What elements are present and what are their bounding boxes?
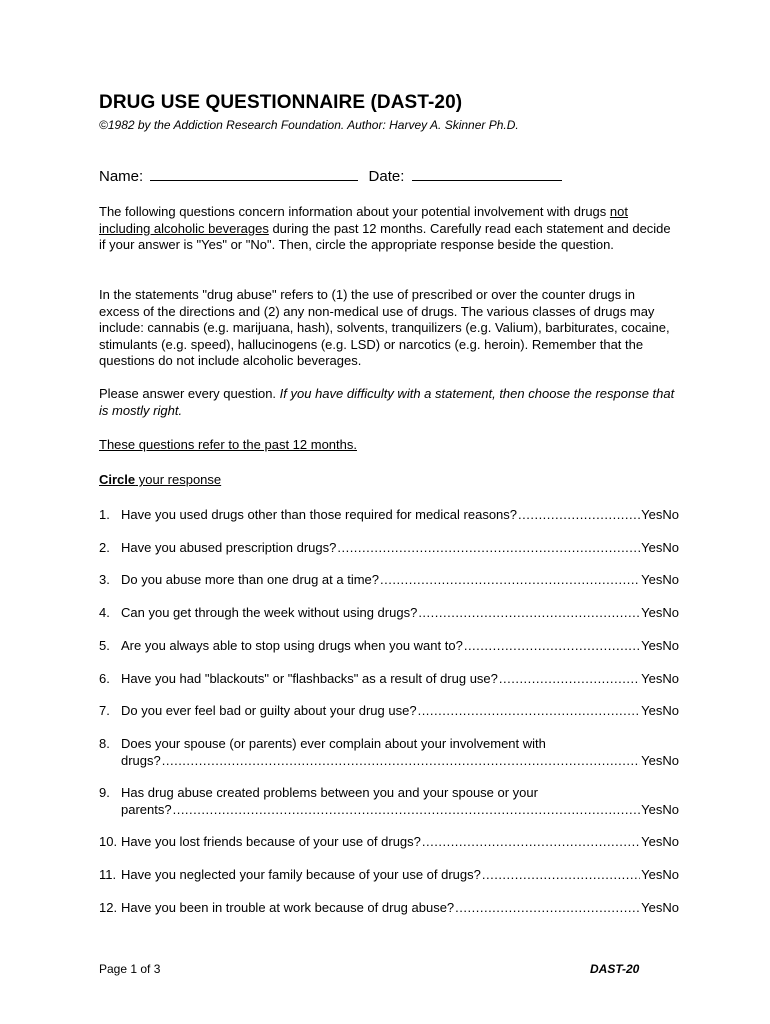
question-number: 11. xyxy=(99,867,117,882)
circle-rest: your response xyxy=(135,472,222,487)
question-text: Have you had "blackouts" or "flashbacks" as a result of drug use? xyxy=(121,671,498,686)
no-option[interactable]: No xyxy=(662,703,679,718)
no-option[interactable]: No xyxy=(662,638,679,653)
leader-dots xyxy=(455,900,640,917)
name-field[interactable] xyxy=(150,168,358,181)
question-item xyxy=(99,638,679,655)
question-text: Have you used drugs other than those required for medical reasons? xyxy=(121,507,518,522)
no-option[interactable]: No xyxy=(662,540,679,555)
yes-option[interactable]: Yes xyxy=(641,507,663,522)
question-number: 1. xyxy=(99,507,110,522)
instruction-text: Please answer every question. xyxy=(99,386,280,401)
question-number: 2. xyxy=(99,540,110,555)
instruction-paragraph xyxy=(99,386,679,419)
yes-option[interactable]: Yes xyxy=(641,752,663,768)
name-label: Name: xyxy=(99,168,144,185)
name-date-row xyxy=(99,168,562,185)
yes-option[interactable]: Yes xyxy=(641,834,663,849)
leader-dots xyxy=(464,638,640,655)
leader-dots xyxy=(418,703,641,720)
leader-dots xyxy=(173,802,641,819)
question-number: 8. xyxy=(99,736,110,751)
yes-option[interactable]: Yes xyxy=(641,867,663,882)
leader-dots xyxy=(518,507,640,524)
instruction-italic: If you have difficulty with a statement, then choose the response that is mostly right. xyxy=(99,386,675,418)
question-number: 10. xyxy=(99,834,118,849)
question-text-continued: drugs? xyxy=(121,752,161,768)
intro-text-2: during the past 12 months. Carefully read each statement and decide if your answer is "Yes" or "No". Then, circle the appropriate response beside the question. xyxy=(99,220,671,252)
question-item xyxy=(99,540,679,557)
yes-option[interactable]: Yes xyxy=(641,572,663,587)
question-text: Do you abuse more than one drug at a time? xyxy=(121,572,379,587)
leader-dots xyxy=(337,540,640,557)
question-item xyxy=(99,507,679,524)
intro-underlined: not including alcoholic beverages xyxy=(99,204,628,236)
leader-dots xyxy=(418,605,640,622)
question-text: Can you get through the week without using drugs? xyxy=(121,605,418,620)
question-item xyxy=(99,736,679,769)
yes-option[interactable]: Yes xyxy=(641,638,663,653)
intro-text-1: The following questions concern information about your potential involvement with drugs xyxy=(99,204,610,219)
no-option[interactable]: No xyxy=(662,867,679,882)
yes-option[interactable]: Yes xyxy=(641,801,663,817)
question-item xyxy=(99,572,679,589)
question-number: 12. xyxy=(99,900,118,915)
leader-dots xyxy=(380,572,640,589)
question-item xyxy=(99,834,679,851)
date-field[interactable] xyxy=(412,168,562,181)
timeframe-note: These questions refer to the past 12 months. xyxy=(99,437,357,452)
question-text: Has drug abuse created problems between you and your spouse or your xyxy=(121,785,538,800)
definition-paragraph: In the statements "drug abuse" refers to (1) the use of prescribed or over the counter drugs in excess of the directions and (2) any non-medical use of drugs. The various classes of drugs may include: cannabis (e.g. marijuana, hash), solvents, tranquilizers (e.g. Valium), barbiturates, cocaine, stimulants (e.g. speed), hallucinogens (e.g. LSD) or narcotics (e.g. heroin). Remember that the questions do not include alcoholic beverages. xyxy=(99,287,670,368)
leader-dots xyxy=(422,834,640,851)
question-number: 6. xyxy=(99,671,110,686)
question-number: 5. xyxy=(99,638,110,653)
question-text-continued: parents? xyxy=(121,801,172,817)
question-number: 7. xyxy=(99,703,110,718)
question-item xyxy=(99,900,679,917)
intro-paragraph xyxy=(99,204,679,254)
question-item xyxy=(99,605,679,622)
question-text: Does your spouse (or parents) ever complain about your involvement with xyxy=(121,736,546,751)
circle-instruction xyxy=(99,472,679,489)
copyright-line: ©1982 by the Addiction Research Foundation. Author: Harvey A. Skinner Ph.D. xyxy=(99,118,519,132)
yes-option[interactable]: Yes xyxy=(641,540,663,555)
no-option[interactable]: No xyxy=(662,572,679,587)
yes-option[interactable]: Yes xyxy=(641,605,663,620)
question-text: Have you abused prescription drugs? xyxy=(121,540,337,555)
document-title: DRUG USE QUESTIONNAIRE (DAST-20) xyxy=(99,92,463,113)
no-option[interactable]: No xyxy=(662,507,679,522)
yes-option[interactable]: Yes xyxy=(641,703,663,718)
date-label: Date: xyxy=(368,168,405,185)
form-code: DAST-20 xyxy=(590,962,640,976)
no-option[interactable]: No xyxy=(662,752,679,768)
page-number: Page 1 of 3 xyxy=(99,962,161,976)
circle-word: Circle xyxy=(99,472,136,487)
question-item xyxy=(99,671,679,688)
yes-option[interactable]: Yes xyxy=(641,900,663,915)
yes-option[interactable]: Yes xyxy=(641,671,663,686)
question-text: Have you neglected your family because of your use of drugs? xyxy=(121,867,481,882)
no-option[interactable]: No xyxy=(662,605,679,620)
question-text: Have you lost friends because of your use of drugs? xyxy=(121,834,421,849)
question-number: 4. xyxy=(99,605,110,620)
no-option[interactable]: No xyxy=(662,834,679,849)
leader-dots xyxy=(162,753,640,770)
question-text: Have you been in trouble at work because of drug abuse? xyxy=(121,900,455,915)
question-number: 9. xyxy=(99,785,110,800)
leader-dots xyxy=(482,867,640,884)
question-text: Do you ever feel bad or guilty about your drug use? xyxy=(121,703,417,718)
question-text: Are you always able to stop using drugs when you want to? xyxy=(121,638,463,653)
no-option[interactable]: No xyxy=(662,671,679,686)
question-number: 3. xyxy=(99,572,110,587)
no-option[interactable]: No xyxy=(662,900,679,915)
question-item xyxy=(99,785,679,818)
question-item xyxy=(99,867,679,884)
question-item xyxy=(99,703,679,720)
leader-dots xyxy=(499,671,640,688)
no-option[interactable]: No xyxy=(662,801,679,817)
